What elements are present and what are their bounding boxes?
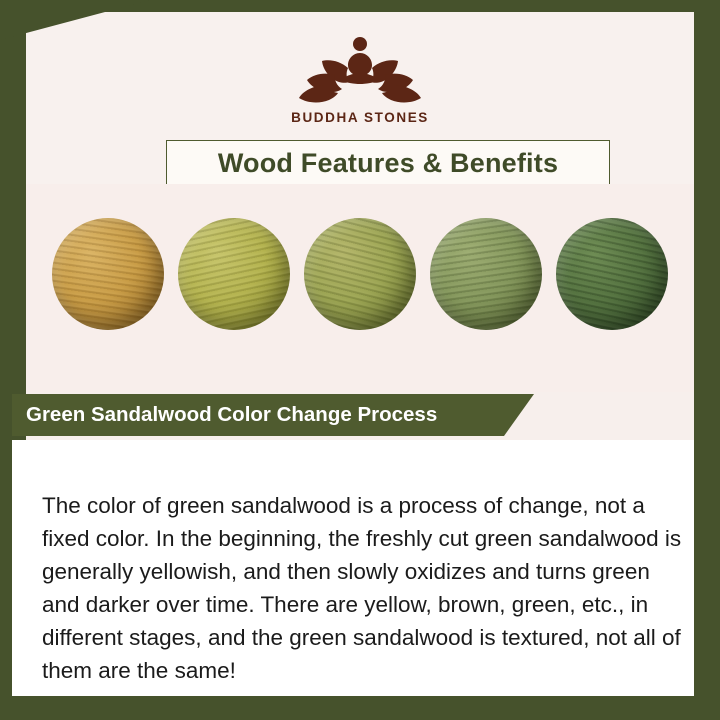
wood-grain-texture [556,218,668,330]
description-paragraph: The color of green sandalwood is a process of change, not a fixed color. In the beginning, the freshly cut green sandalwood is generally yellowish, and then slowly oxidizes and turns green and darker over time. There are yellow, brown, green, etc., in different stages, and the green sandalwood is textured, not all of them are the same! [42,492,682,683]
wood-grain-texture [304,218,416,330]
bead-stage-1 [52,218,164,330]
lotus-meditation-icon [285,28,435,106]
wood-grain-texture [52,218,164,330]
section-label-text: Green Sandalwood Color Change Process [26,403,438,426]
header-section [26,12,694,184]
wood-grain-texture [178,218,290,330]
frame-left-edge [0,0,12,720]
bead-gallery [26,184,694,392]
page-title-text: Wood Features & Benefits [217,147,559,178]
page-title [166,140,610,186]
bead-stage-3 [304,218,416,330]
frame-right-edge [694,0,720,720]
bead-row [26,218,694,330]
wood-grain-texture [430,218,542,330]
frame-bottom-edge [0,696,720,720]
brand-logo [26,28,694,125]
brand-name: BUDDHA STONES [291,110,429,125]
bead-stage-5 [556,218,668,330]
bead-stage-2 [178,218,290,330]
bead-stage-4 [430,218,542,330]
section-label-bar [12,394,504,436]
description-card [12,440,708,696]
